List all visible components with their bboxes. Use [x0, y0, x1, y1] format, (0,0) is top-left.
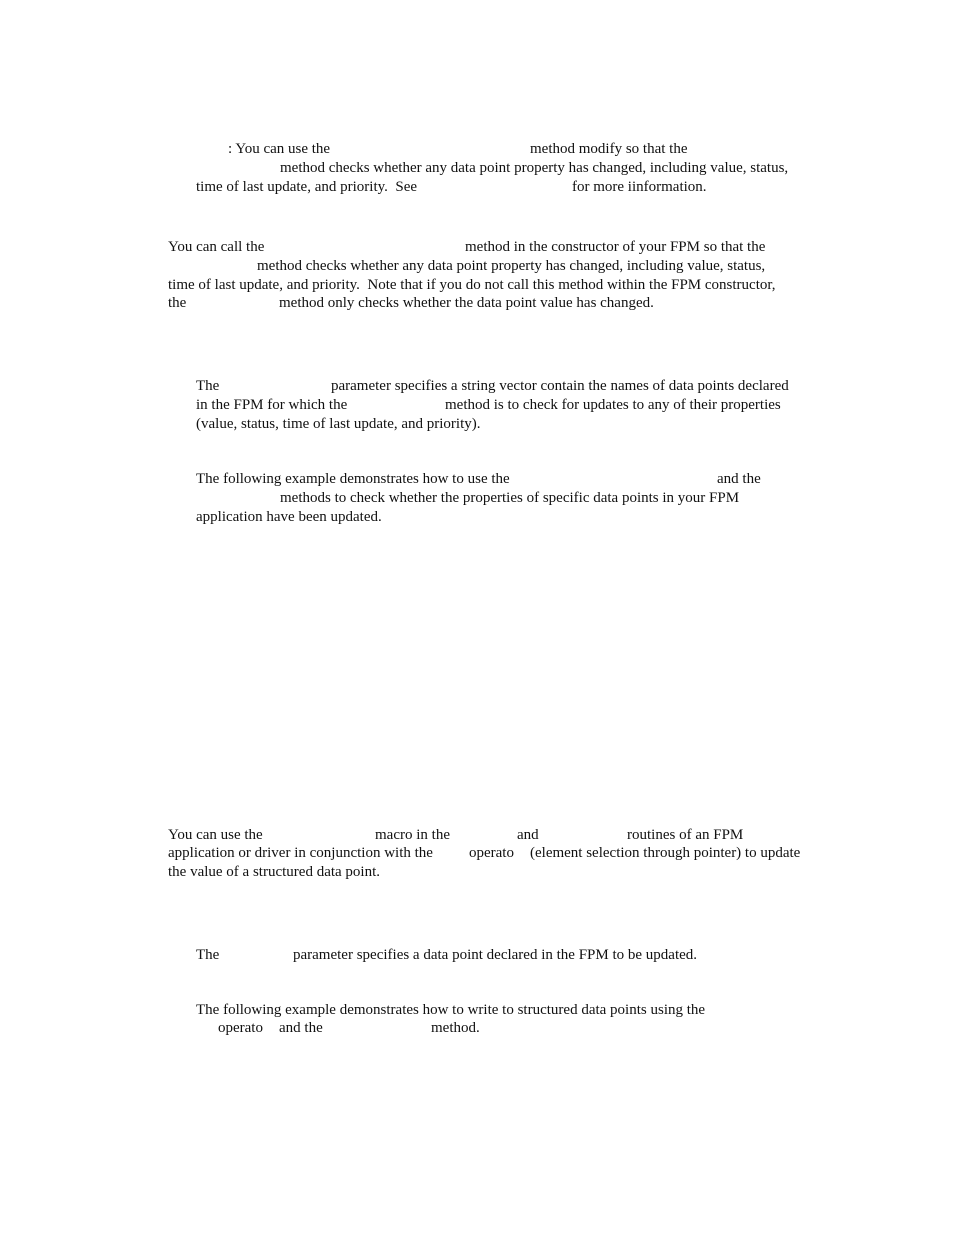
constructor-line-4b: method only checks whether the data point value has changed.	[279, 295, 654, 311]
note-line-3b: for more iinformation.	[572, 179, 707, 195]
note-line-1b: method modify so that the	[530, 141, 688, 157]
macro-line-2c: (element selection through pointer) to update	[530, 845, 801, 861]
macro-line-1a: You can use the	[168, 827, 263, 843]
macro-line-2a: application or driver in conjunction with the	[168, 845, 433, 861]
macro-line-1c: and	[517, 827, 539, 843]
constructor-line-3: time of last update, and priority. Note that if you do not call this method within the FPM constructor,	[168, 277, 776, 293]
example-line-3: application have been updated.	[196, 509, 382, 525]
param-line-1b: parameter specifies a string vector contain the names of data points declared	[331, 378, 789, 394]
write-example-line-2c: method.	[431, 1020, 480, 1036]
dp-param-line-1b: parameter specifies a data point declared in the FPM to be updated.	[293, 947, 698, 963]
example-line-1a: The following example demonstrates how to use the	[196, 471, 510, 487]
macro-line-1b: macro in the	[375, 827, 450, 843]
param-line-2a: in the FPM for which the	[196, 397, 348, 413]
note-line-2: method checks whether any data point property has changed, including value, status,	[280, 160, 789, 176]
param-line-3: (value, status, time of last update, and priority).	[196, 416, 481, 432]
constructor-line-2: method checks whether any data point property has changed, including value, status,	[257, 258, 766, 274]
example-line-1b: and the	[717, 471, 761, 487]
dp-param-line-1a: The	[196, 947, 220, 963]
macro-line-3: the value of a structured data point.	[168, 864, 381, 880]
note-line-1a: : You can use the	[228, 141, 331, 157]
constructor-line-4a: the	[168, 295, 187, 311]
write-example-line-2a: operato	[218, 1020, 263, 1036]
write-example-line-2b: and the	[279, 1020, 323, 1036]
param-line-1a: The	[196, 378, 220, 394]
example-line-2: methods to check whether the properties of specific data points in your FPM	[280, 490, 740, 506]
constructor-line-1b: method in the constructor of your FPM so that the	[465, 239, 766, 255]
param-line-2b: method is to check for updates to any of their properties	[445, 397, 781, 413]
note-line-3a: time of last update, and priority. See	[196, 179, 418, 195]
write-example-line-1: The following example demonstrates how to write to structured data points using the	[196, 1002, 706, 1018]
macro-line-1d: routines of an FPM	[627, 827, 744, 843]
macro-line-2b: operato	[469, 845, 514, 861]
constructor-line-1a: You can call the	[168, 239, 265, 255]
